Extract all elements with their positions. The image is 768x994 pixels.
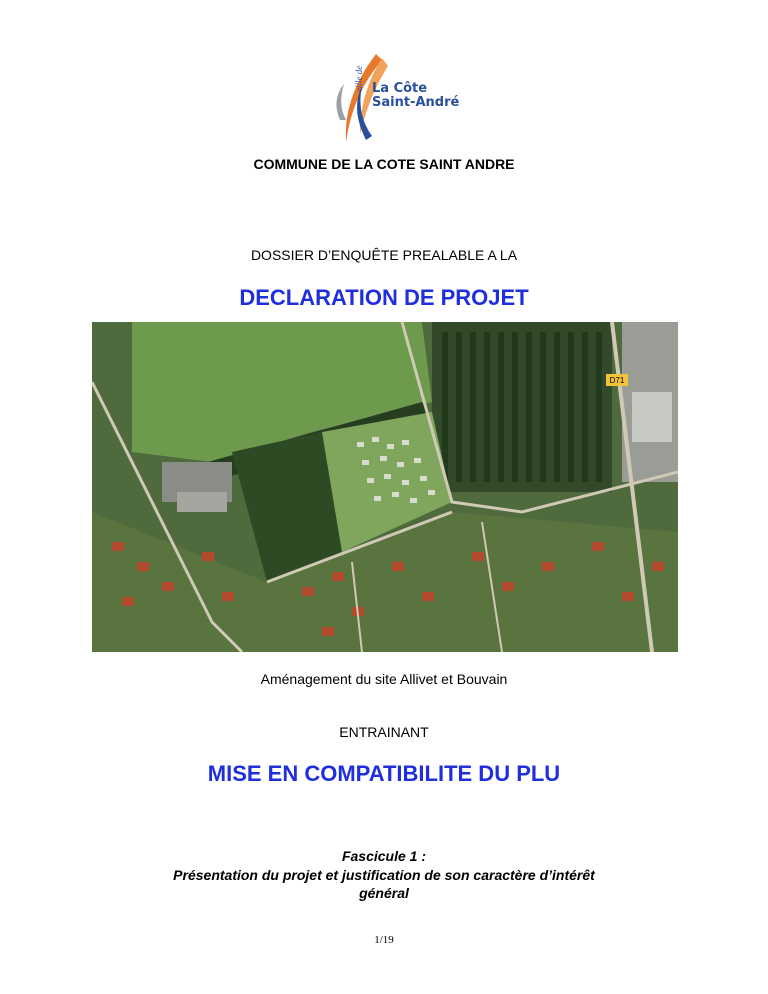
logo-text bbox=[372, 82, 459, 110]
logo-line-1: La Côte bbox=[372, 81, 428, 96]
mise-title: MISE EN COMPATIBILITE DU PLU bbox=[207, 761, 561, 786]
page-number: 1/19 bbox=[374, 934, 394, 946]
dossier-subtitle: DOSSIER D’ENQUÊTE PREALABLE A LA bbox=[250, 247, 518, 263]
aerial-photo bbox=[92, 322, 678, 652]
photo-caption: Aménagement du site Allivet et Bouvain bbox=[260, 671, 508, 687]
industrial-roof bbox=[632, 392, 672, 442]
fascicule-description bbox=[0, 866, 768, 902]
logo-ville-de: ville de bbox=[354, 65, 364, 92]
commune-title: COMMUNE DE LA COTE SAINT ANDRE bbox=[253, 156, 515, 172]
buildings-allivet-2 bbox=[177, 492, 227, 512]
fascicule-title: Fascicule 1 : bbox=[341, 848, 427, 864]
logo-line-2: Saint-André bbox=[372, 95, 460, 110]
declaration-title: DECLARATION DE PROJET bbox=[239, 285, 529, 310]
fascicule-line-1: Présentation du projet et justification de son caractère d’intérêt bbox=[173, 867, 595, 883]
logo-swoosh-grey bbox=[337, 84, 346, 120]
entrainant-label: ENTRAINANT bbox=[339, 724, 429, 740]
fascicule-line-2: général bbox=[359, 885, 409, 901]
road-label-d71: D71 bbox=[609, 376, 625, 385]
